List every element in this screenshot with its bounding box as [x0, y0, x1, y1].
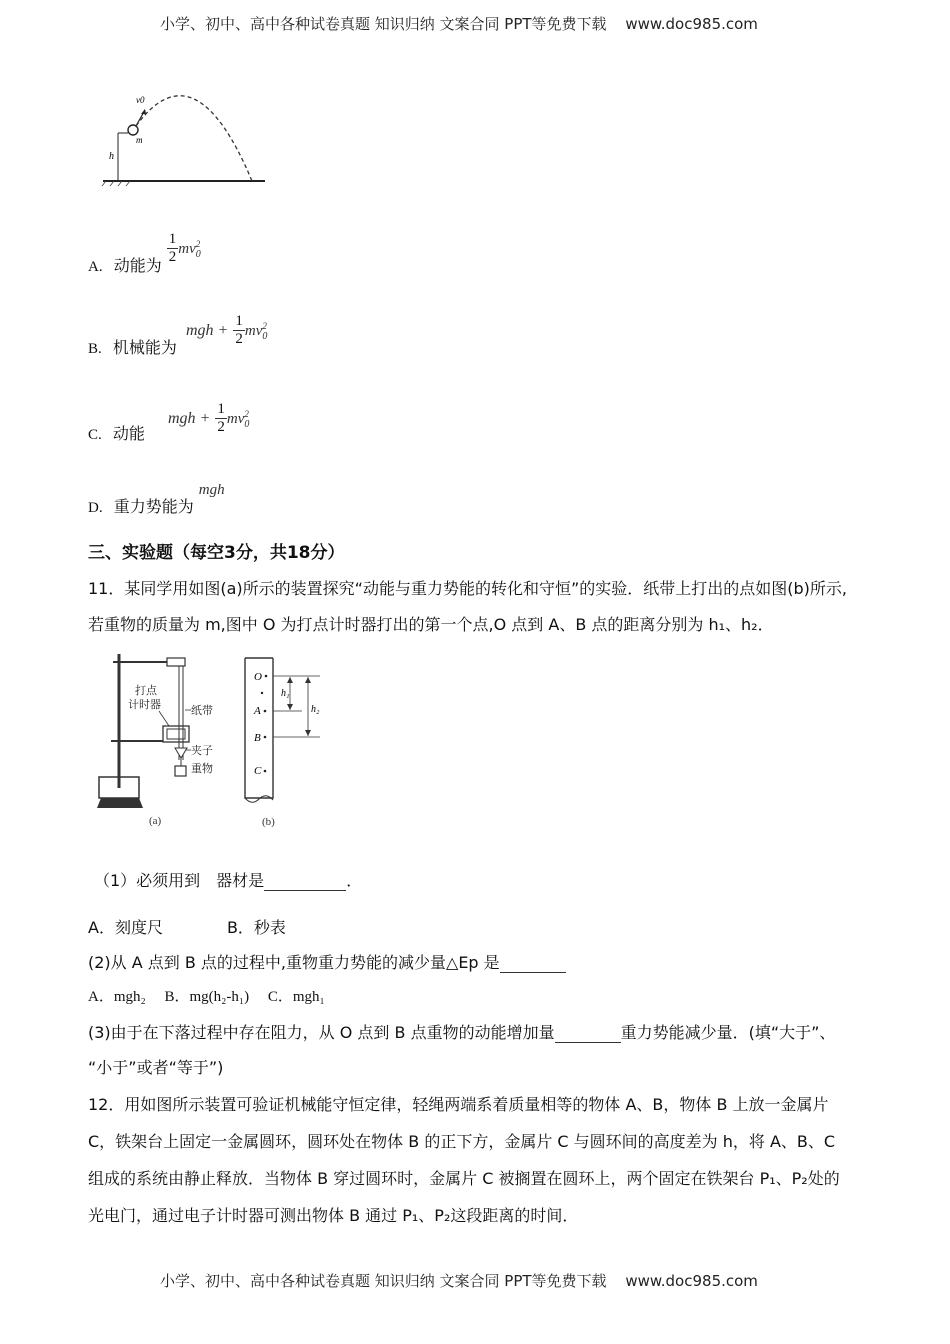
page-footer: [160, 1270, 758, 1291]
mass-label: m: [136, 135, 143, 145]
svg-text:重物: 重物: [191, 762, 213, 775]
footer-text: 小学、初中、高中各种试卷真题 知识归纳 文案合同 PPT等免费下载: [160, 1272, 607, 1290]
expr-mv0sq: $mv_0^2$: [178, 239, 201, 260]
q11-sub1-options: A．刻度尺 B．秒表: [88, 918, 286, 937]
answer-blank-1[interactable]: [264, 871, 346, 891]
q11-line1: 11．某同学用如图(a)所示的装置探究“动能与重力势能的转化和守恒”的实验．纸带上打出的点如图(b)所示,: [88, 579, 847, 598]
tape-figure-b: [240, 656, 335, 831]
svg-text:A: A: [254, 705, 261, 717]
svg-text:(a): (a): [149, 815, 162, 827]
q11-sub2: (2)从 A 点到 B 点的过程中,重物重力势能的减少量△Ep 是: [88, 950, 566, 973]
q12-line4: 光电门，通过电子计时器可测出物体 B 通过 P₁、P₂这段距离的时间．: [88, 1206, 579, 1225]
q12-line1: 12．用如图所示装置可验证机械能守恒定律，轻绳两端系着质量相等的物体 A、B，物体 B 上放一金属片: [88, 1095, 829, 1114]
height-label: h: [109, 151, 114, 162]
q11-sub1: （1）必须用到 器材是 ．: [94, 871, 363, 890]
answer-blank-2[interactable]: [500, 953, 566, 973]
projectile-figure: [100, 85, 275, 190]
svg-text:O: O: [254, 671, 262, 683]
svg-text:C: C: [254, 765, 262, 777]
trajectory: [136, 96, 252, 181]
weight: [175, 766, 186, 776]
option-a[interactable]: A. 动能为 $\frac{1}{2}$ $mv_0^2$: [88, 232, 205, 265]
q11-sub3-cont: “小于”或者“等于”): [88, 1058, 224, 1077]
option-c[interactable]: C. 动能 mgh + $\frac{1}{2}$ $mv_0^2$: [88, 401, 250, 443]
fraction-half: $\frac{1}{2}$: [168, 231, 177, 265]
q11-line2: 若重物的质量为 m,图中 O 为打点计时器打出的第一个点,O 点到 A、B 点的距离分别为 h₁、h₂．: [88, 615, 774, 634]
ball: [128, 125, 138, 135]
q11-sub2-options: A．mgh₂ B．mg(h₂-h₁) C．mgh₁: [88, 989, 325, 1005]
velocity-label: v0: [136, 95, 145, 105]
page-header: [160, 13, 758, 34]
fraction-half: $\frac{1}{2}$: [217, 401, 225, 435]
svg-text:h₂: h₂: [311, 704, 320, 715]
svg-text:(b): (b): [262, 816, 275, 828]
apparatus-figure-a: [95, 648, 230, 828]
section-title: 三、实验题（每空3分，共18分）: [88, 543, 345, 563]
answer-blank-3[interactable]: [555, 1023, 621, 1043]
q12-line2: C，铁架台上固定一金属圆环，圆环处在物体 B 的正下方，金属片 C 与圆环间的高度差为 h，将 A、B、C: [88, 1132, 836, 1151]
svg-text:计时器: 计时器: [128, 698, 161, 711]
svg-text:B: B: [254, 732, 261, 744]
header-site[interactable]: www.doc985.com: [625, 15, 758, 33]
header-text: 小学、初中、高中各种试卷真题 知识归纳 文案合同 PPT等免费下载: [160, 15, 607, 33]
option-d[interactable]: D. 重力势能为 mgh: [88, 482, 225, 516]
svg-text:h₁: h₁: [281, 688, 290, 699]
svg-text:纸带: 纸带: [191, 704, 213, 717]
q12-line3: 组成的系统由静止释放．当物体 B 穿过圆环时，金属片 C 被搁置在圆环上，两个固定在铁架台 P₁、P₂处的: [88, 1169, 840, 1188]
svg-text:夹子: 夹子: [191, 744, 213, 757]
fraction-half: $\frac{1}{2}$: [235, 313, 243, 347]
footer-site[interactable]: www.doc985.com: [625, 1272, 758, 1290]
svg-text:打点: 打点: [135, 684, 157, 697]
base: [97, 798, 143, 808]
q11-sub3: (3)由于在下落过程中存在阻力，从 O 点到 B 点重物的动能增加量 重力势能减少量．(填“大于”、: [88, 1023, 836, 1042]
option-b[interactable]: B. 机械能为 mgh + $\frac{1}{2}$ $mv_0^2$: [88, 313, 268, 357]
